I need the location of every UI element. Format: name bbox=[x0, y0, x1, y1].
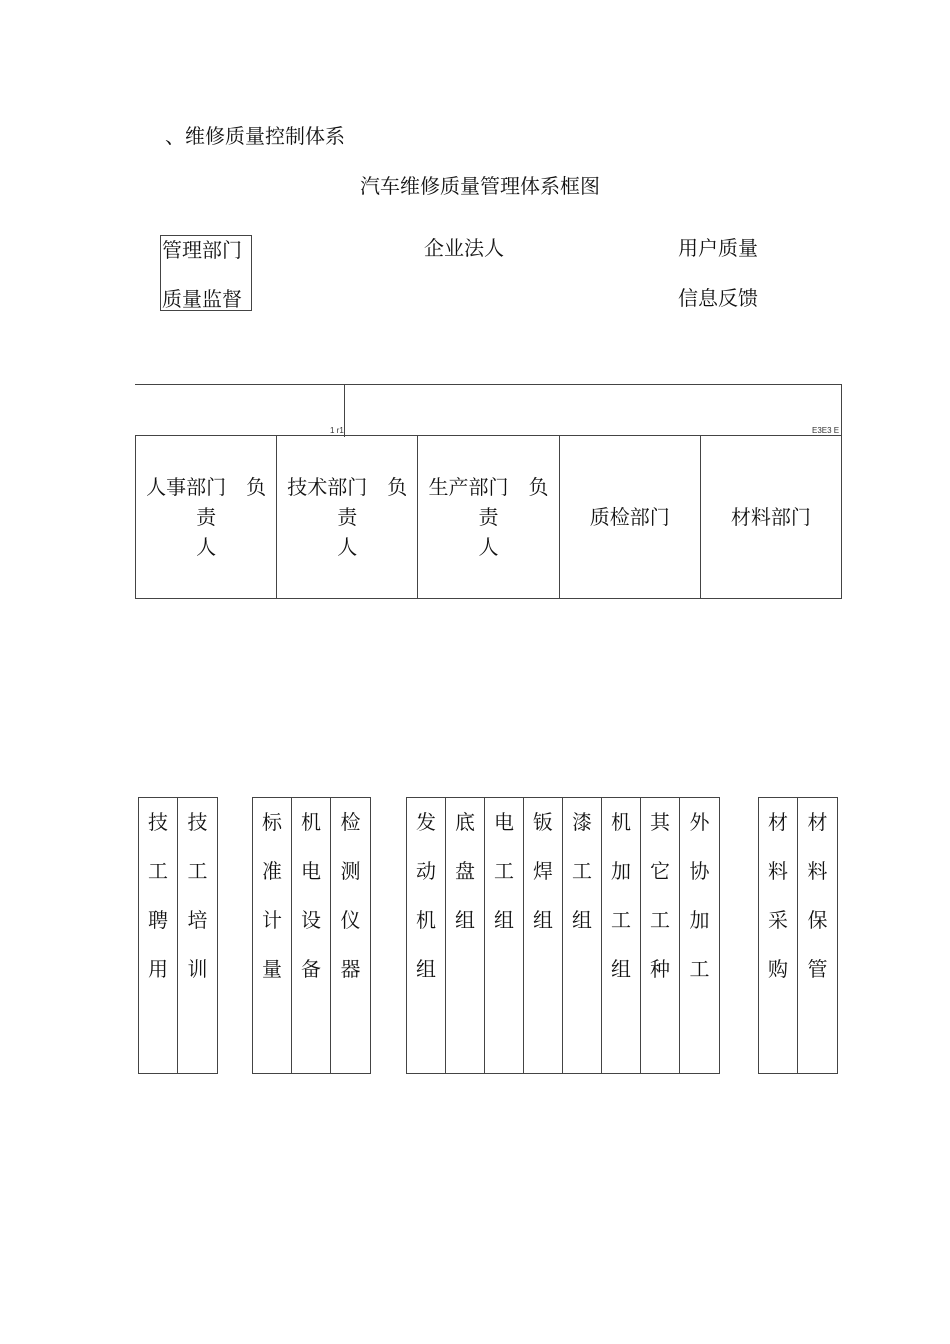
unit-cell bbox=[563, 798, 602, 1073]
unit-cell bbox=[292, 798, 331, 1073]
department-label: 技术部门 负责 bbox=[287, 475, 408, 529]
department-text bbox=[731, 502, 811, 532]
department-label: 生产部门 负责 bbox=[428, 475, 549, 529]
unit-char: 组 bbox=[494, 908, 514, 932]
unit-char: 备 bbox=[301, 957, 321, 981]
unit-cell bbox=[407, 798, 446, 1073]
department-label-cont: 人 bbox=[196, 535, 217, 559]
unit-char: 发 bbox=[416, 810, 436, 834]
department-label: 人事部门 负责 bbox=[146, 475, 267, 529]
department-row bbox=[135, 435, 842, 599]
unit-cell bbox=[680, 798, 719, 1073]
department-cell bbox=[418, 436, 559, 598]
unit-char: 量 bbox=[262, 957, 282, 981]
unit-char: 组 bbox=[533, 908, 553, 932]
unit-char: 工 bbox=[187, 859, 208, 883]
group-equipment bbox=[252, 797, 371, 1074]
group-materials bbox=[758, 797, 838, 1074]
unit-char: 工 bbox=[689, 957, 710, 981]
feedback-label: 信息反馈 bbox=[678, 286, 758, 310]
department-text bbox=[279, 472, 415, 562]
unit-char: 训 bbox=[187, 957, 208, 981]
unit-char: 计 bbox=[262, 908, 282, 932]
unit-char: 工 bbox=[148, 859, 168, 883]
unit-char: 检 bbox=[340, 810, 361, 834]
unit-char: 种 bbox=[650, 957, 670, 981]
unit-char: 动 bbox=[416, 859, 436, 883]
unit-char: 聘 bbox=[148, 908, 168, 932]
department-label-cont: 人 bbox=[478, 535, 499, 559]
unit-char: 料 bbox=[807, 859, 828, 883]
connector-bar bbox=[135, 384, 842, 437]
user-quality-label: 用户质量 bbox=[678, 236, 758, 260]
unit-char: 焊 bbox=[533, 859, 553, 883]
unit-char: 工 bbox=[650, 908, 670, 932]
management-box bbox=[160, 235, 252, 311]
unit-char: 加 bbox=[611, 859, 631, 883]
unit-cell bbox=[139, 798, 178, 1073]
group-personnel bbox=[138, 797, 218, 1074]
unit-char: 其 bbox=[650, 810, 670, 834]
diagram-title: 汽车维修质量管理体系框图 bbox=[360, 174, 600, 198]
unit-char: 技 bbox=[187, 810, 208, 834]
unit-char: 材 bbox=[768, 810, 788, 834]
unit-cell bbox=[485, 798, 524, 1073]
management-label: 管理部门 bbox=[162, 238, 242, 262]
unit-char: 组 bbox=[416, 957, 436, 981]
unit-char: 管 bbox=[807, 957, 828, 981]
unit-char: 盘 bbox=[455, 859, 475, 883]
department-text bbox=[420, 472, 556, 562]
unit-cell bbox=[331, 798, 370, 1073]
department-label-cont: 人 bbox=[337, 535, 358, 559]
unit-char: 外 bbox=[689, 810, 710, 834]
unit-char: 电 bbox=[494, 810, 514, 834]
department-text bbox=[138, 472, 274, 562]
unit-char: 工 bbox=[572, 859, 592, 883]
department-label: 材料部门 bbox=[730, 505, 811, 529]
unit-char: 料 bbox=[768, 859, 788, 883]
unit-char: 培 bbox=[187, 908, 208, 932]
unit-char: 电 bbox=[301, 859, 321, 883]
unit-cell bbox=[798, 798, 837, 1073]
unit-char: 工 bbox=[494, 859, 514, 883]
department-cell bbox=[277, 436, 418, 598]
section-heading: 、维修质量控制体系 bbox=[165, 124, 345, 148]
department-cell bbox=[136, 436, 277, 598]
unit-char: 技 bbox=[148, 810, 168, 834]
unit-char: 协 bbox=[689, 859, 710, 883]
unit-char: 保 bbox=[807, 908, 828, 932]
unit-char: 工 bbox=[611, 908, 631, 932]
unit-char: 机 bbox=[611, 810, 631, 834]
quality-supervision-label: 质量监督 bbox=[162, 287, 242, 311]
unit-char: 购 bbox=[768, 957, 788, 981]
unit-char: 钣 bbox=[533, 810, 553, 834]
connector-note-left: 1 r1 bbox=[330, 426, 344, 435]
unit-char: 标 bbox=[262, 810, 282, 834]
unit-cell bbox=[524, 798, 563, 1073]
unit-char: 漆 bbox=[572, 810, 592, 834]
legal-person-label: 企业法人 bbox=[424, 236, 504, 260]
unit-char: 底 bbox=[455, 810, 475, 834]
unit-cell bbox=[641, 798, 680, 1073]
unit-char: 组 bbox=[611, 957, 631, 981]
connector-divider bbox=[344, 385, 345, 437]
unit-char: 加 bbox=[689, 908, 710, 932]
department-label: 质检部门 bbox=[589, 505, 670, 529]
unit-char: 用 bbox=[148, 957, 168, 981]
connector-note-right: E3E3 E bbox=[812, 426, 840, 435]
unit-char: 材 bbox=[807, 810, 828, 834]
unit-char: 机 bbox=[416, 908, 436, 932]
unit-cell bbox=[446, 798, 485, 1073]
group-production bbox=[406, 797, 720, 1074]
unit-cell bbox=[253, 798, 292, 1073]
unit-char: 器 bbox=[340, 957, 361, 981]
unit-char: 它 bbox=[650, 859, 670, 883]
unit-char: 设 bbox=[301, 908, 321, 932]
connector-right-edge bbox=[841, 385, 842, 437]
unit-char: 组 bbox=[572, 908, 592, 932]
unit-char: 测 bbox=[340, 859, 361, 883]
unit-char: 机 bbox=[301, 810, 321, 834]
unit-cell bbox=[178, 798, 217, 1073]
department-cell bbox=[701, 436, 841, 598]
department-cell bbox=[560, 436, 701, 598]
unit-cell bbox=[759, 798, 798, 1073]
unit-cell bbox=[602, 798, 641, 1073]
unit-char: 仪 bbox=[340, 908, 361, 932]
unit-char: 采 bbox=[768, 908, 788, 932]
unit-char: 组 bbox=[455, 908, 475, 932]
department-text bbox=[590, 502, 670, 532]
unit-char: 准 bbox=[262, 859, 282, 883]
